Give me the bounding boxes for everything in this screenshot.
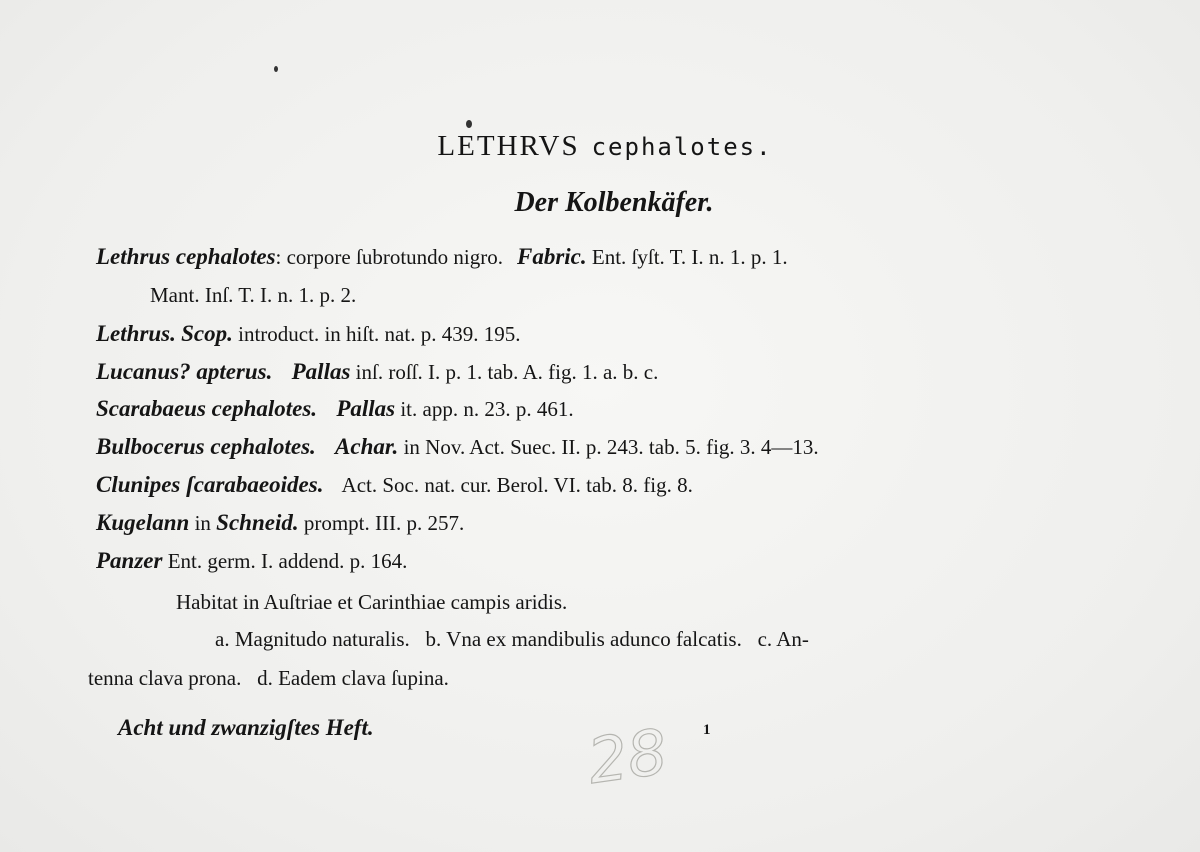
synonym-line	[96, 396, 574, 422]
signature-mark: 1	[703, 722, 711, 738]
author: Pallas	[291, 359, 351, 384]
taxon-name: Kugelann	[96, 510, 190, 535]
title-species: cephalotes.	[591, 133, 773, 161]
figure-legend-line: tenna clava prona. d. Eadem clava ſupina.	[88, 666, 449, 690]
reference: Ent. ſyſt. T. I. n. 1. p. 1.	[591, 245, 788, 269]
taxon-name: Panzer	[96, 548, 163, 573]
taxon-name: Clunipes ſcarabaeoides.	[96, 472, 324, 497]
synonym-line	[96, 548, 407, 574]
description: : corpore ſubrotundo nigro.	[275, 245, 503, 269]
author: Scop.	[181, 321, 233, 346]
synonym-line	[96, 472, 693, 498]
figure-legend-line: a. Magnitudo naturalis. b. Vna ex mandibulis adunco falcatis. c. An-	[215, 627, 809, 651]
title-genus: LETHRVS	[437, 130, 580, 162]
ink-speck	[466, 120, 472, 128]
ink-speck	[274, 66, 278, 72]
connector: in	[194, 511, 211, 535]
synonym-line	[96, 321, 520, 347]
reference: Mant. Inſ. T. I. n. 1. p. 2.	[150, 283, 357, 307]
author: Pallas	[336, 396, 396, 421]
reference: introduct. in hiſt. nat. p. 439. 195.	[238, 322, 521, 346]
taxon-name: Lethrus cephalotes	[96, 244, 276, 269]
synonym-line	[96, 434, 819, 460]
page-title	[0, 130, 1200, 163]
synonym-line	[96, 359, 658, 385]
reference: inſ. roſſ. I. p. 1. tab. A. fig. 1. a. b. c.	[355, 360, 659, 384]
reference: in Nov. Act. Suec. II. p. 243. tab. 5. fig. 3. 4—13.	[403, 435, 819, 459]
reference: it. app. n. 23. p. 461.	[400, 397, 574, 421]
reference: Ent. germ. I. addend. p. 164.	[167, 549, 408, 573]
synonym-line	[96, 510, 464, 536]
author: Schneid.	[216, 510, 299, 535]
reference: Act. Soc. nat. cur. Berol. VI. tab. 8. fig. 8.	[341, 473, 693, 497]
author: Achar.	[335, 434, 399, 459]
taxon-name: Bulbocerus cephalotes.	[96, 434, 316, 459]
taxon-name: Scarabaeus cephalotes.	[96, 396, 318, 421]
synonym-line	[96, 244, 788, 270]
pencil-page-number: 28	[583, 714, 672, 799]
habitat-line: Habitat in Auſtriae et Carinthiae campis aridis.	[176, 590, 568, 614]
taxon-name: Lethrus.	[96, 321, 176, 346]
author: Fabric.	[516, 244, 587, 269]
taxon-name: Lucanus? apterus.	[96, 359, 273, 384]
issue-footer: Acht und zwanzigſtes Heft.	[118, 715, 374, 740]
page-subtitle: Der Kolbenkäfer.	[514, 187, 714, 218]
reference: prompt. III. p. 257.	[303, 511, 465, 535]
synonym-line	[150, 283, 356, 308]
